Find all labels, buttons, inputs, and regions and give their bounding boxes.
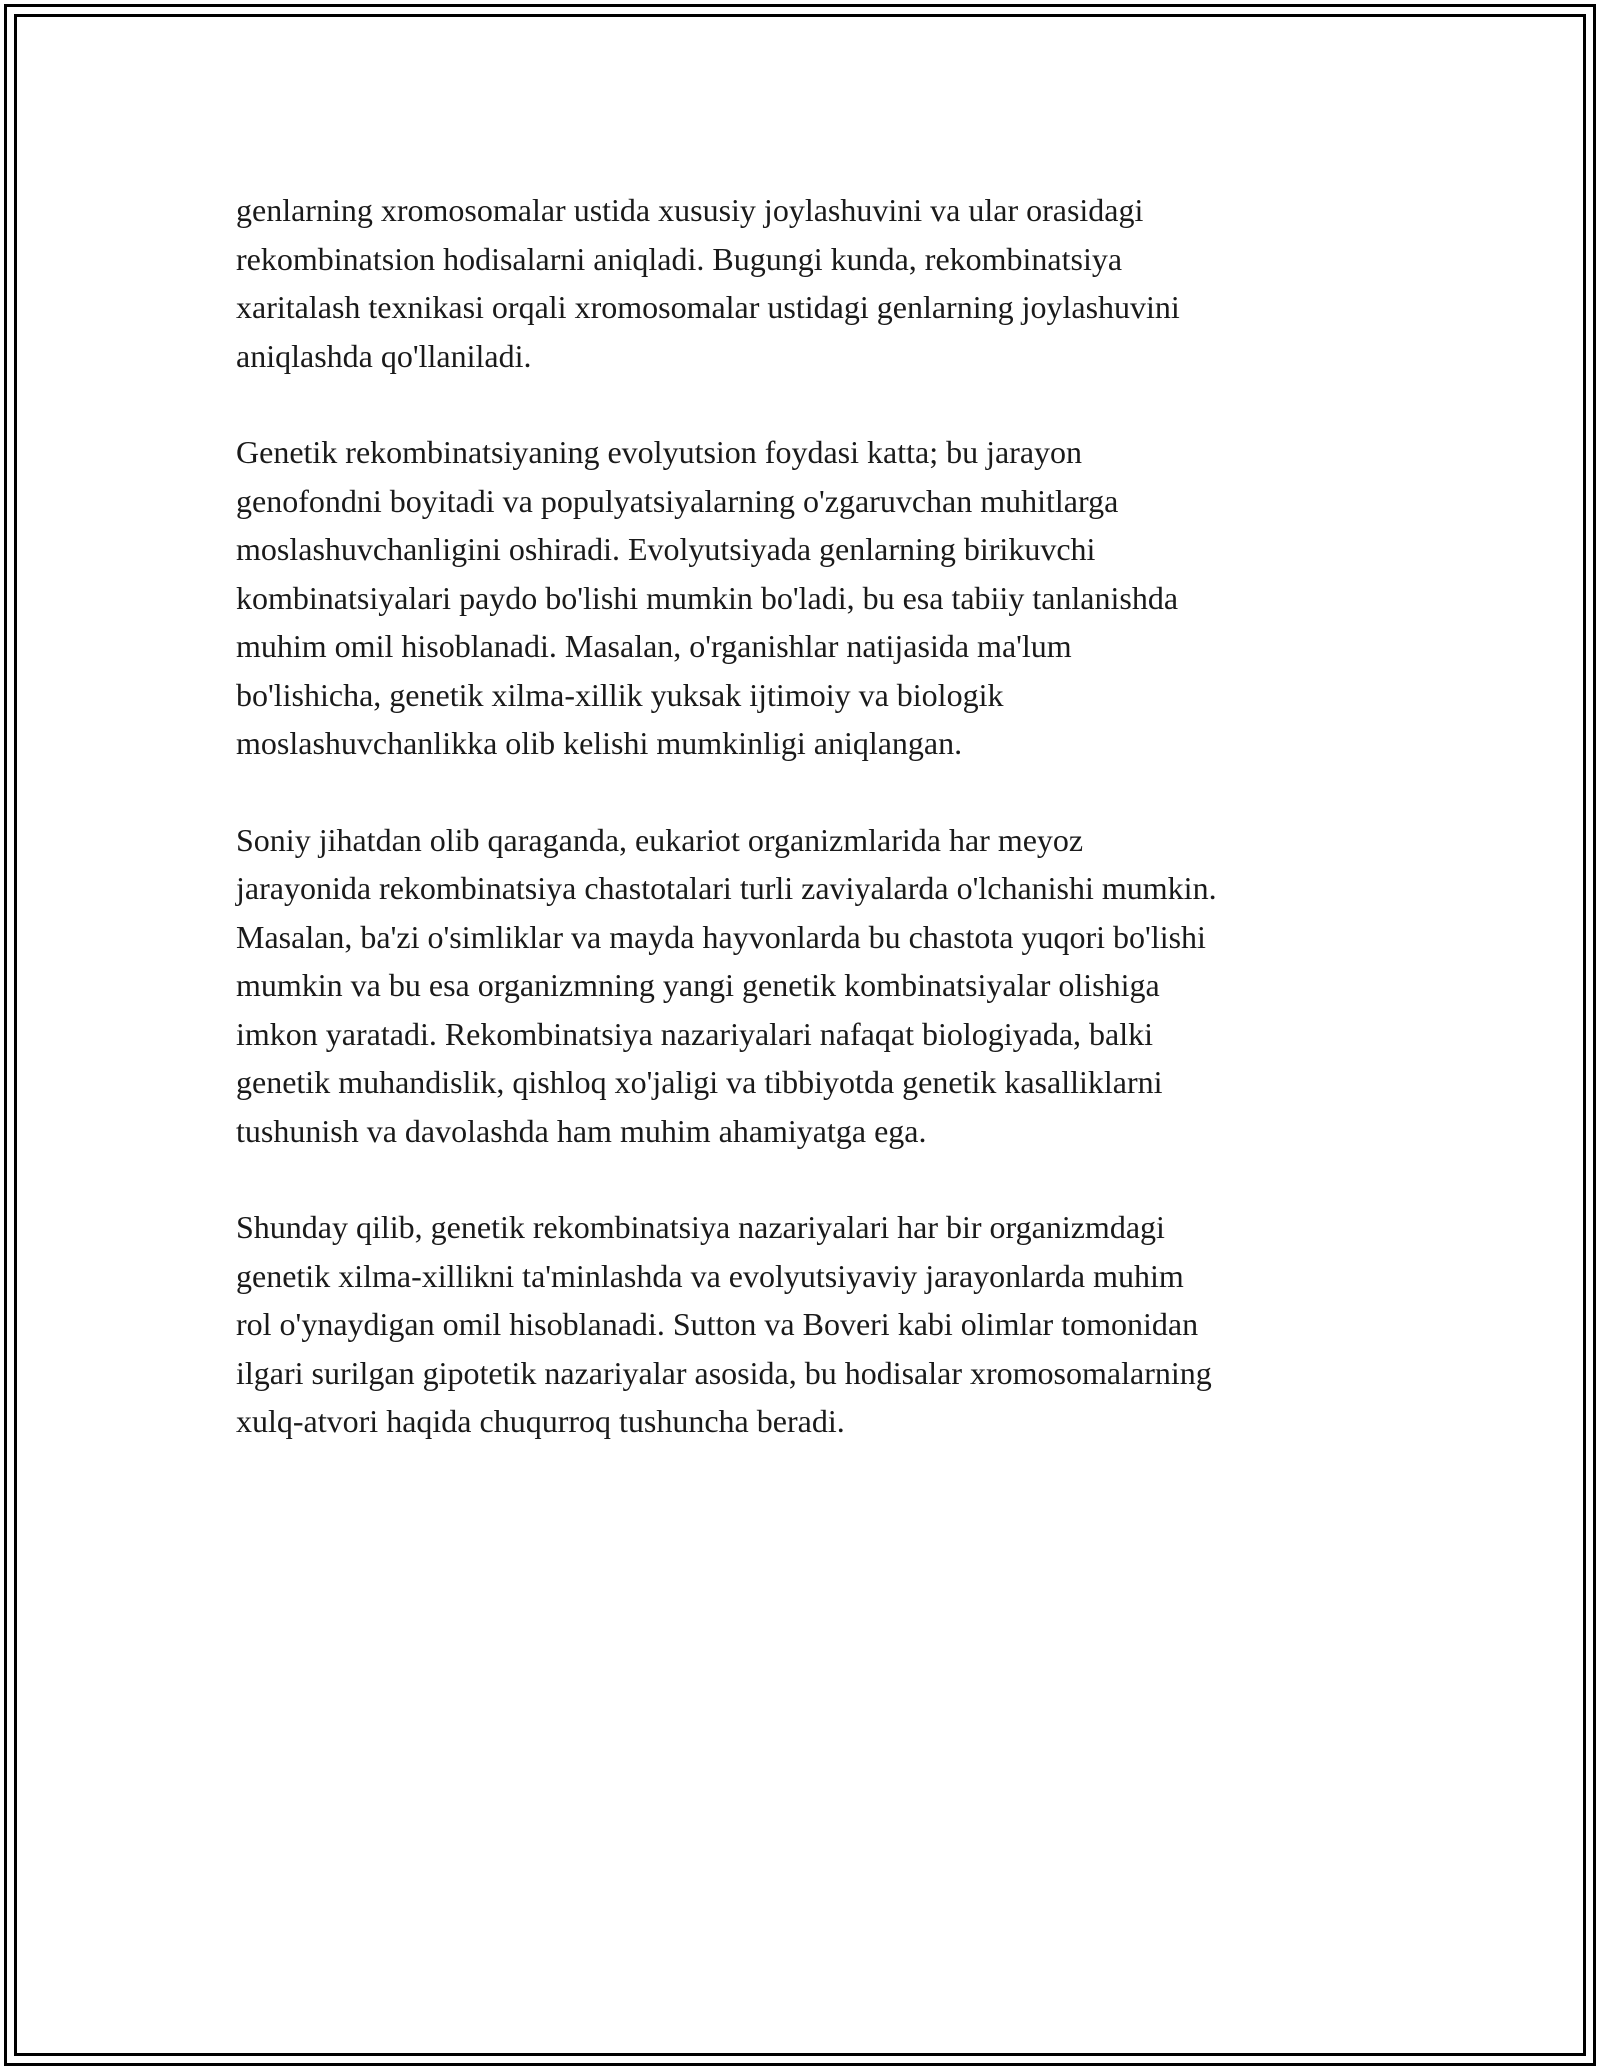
text-line: Genetik rekombinatsiyaning evolyutsion foydasi katta; bu jarayon xyxy=(236,434,1083,470)
text-line: moslashuvchanlikka olib kelishi mumkinligi aniqlangan. xyxy=(236,725,963,761)
paragraph-2 xyxy=(236,428,1366,768)
text-line: Shunday qilib, genetik rekombinatsiya nazariyalari har bir organizmdagi xyxy=(236,1209,1165,1245)
text-line: bo'lishicha, genetik xilma-xillik yuksak ijtimoiy va biologik xyxy=(236,676,1004,713)
document-body xyxy=(236,186,1366,1494)
text-line: kombinatsiyalari paydo bo'lishi mumkin bo'ladi, bu esa tabiiy tanlanishda xyxy=(236,579,1179,616)
text-line: genetik muhandislik, qishloq xo'jaligi va tibbiyotda genetik kasalliklarni xyxy=(236,1064,1163,1100)
text-line: ilgari surilgan gipotetik nazariyalar asosida, bu hodisalar xromosomalarning xyxy=(236,1354,1212,1391)
text-line: tushunish va davolashda ham muhim ahamiyatga ega. xyxy=(236,1112,927,1149)
paragraph-3 xyxy=(236,816,1366,1156)
text-line: jarayonida rekombinatsiya chastotalari turli zaviyalarda o'lchanishi mumkin. xyxy=(236,870,1217,906)
paragraph-1 xyxy=(236,186,1366,380)
text-line: Masalan, ba'zi o'simliklar va mayda hayvonlarda bu chastota yuqori bo'lishi xyxy=(236,918,1206,955)
text-line: genofondni boyitadi va populyatsiyalarning o'zgaruvchan muhitlarga xyxy=(236,482,1119,519)
text-line: xulq-atvori haqida chuqurroq tushuncha beradi. xyxy=(236,1403,845,1439)
text-line: Soniy jihatdan olib qaraganda, eukariot organizmlarida har meyoz xyxy=(236,821,1084,858)
text-line: genlarning xromosomalar ustida xususiy joylashuvini va ular orasidagi xyxy=(236,192,1144,228)
text-line: aniqlashda qo'llaniladi. xyxy=(236,337,532,374)
text-line: imkon yaratadi. Rekombinatsiya nazariyalari nafaqat biologiyada, balki xyxy=(236,1015,1154,1052)
paragraph-4 xyxy=(236,1203,1366,1446)
text-line: genetik xilma-xillikni ta'minlashda va evolyutsiyaviy jarayonlarda muhim xyxy=(236,1257,1184,1294)
text-line: moslashuvchanligini oshiradi. Evolyutsiyada genlarning birikuvchi xyxy=(236,531,1096,567)
text-line: xaritalash texnikasi orqali xromosomalar ustidagi genlarning joylashuvini xyxy=(236,289,1180,325)
text-line: mumkin va bu esa organizmning yangi genetik kombinatsiyalar olishiga xyxy=(236,967,1160,1003)
text-line: rekombinatsion hodisalarni aniqladi. Bugungi kunda, rekombinatsiya xyxy=(236,240,1123,277)
text-line: rol o'ynaydigan omil hisoblanadi. Sutton va Boveri kabi olimlar tomonidan xyxy=(236,1306,1199,1342)
text-line: muhim omil hisoblanadi. Masalan, o'rganishlar natijasida ma'lum xyxy=(236,628,1072,664)
